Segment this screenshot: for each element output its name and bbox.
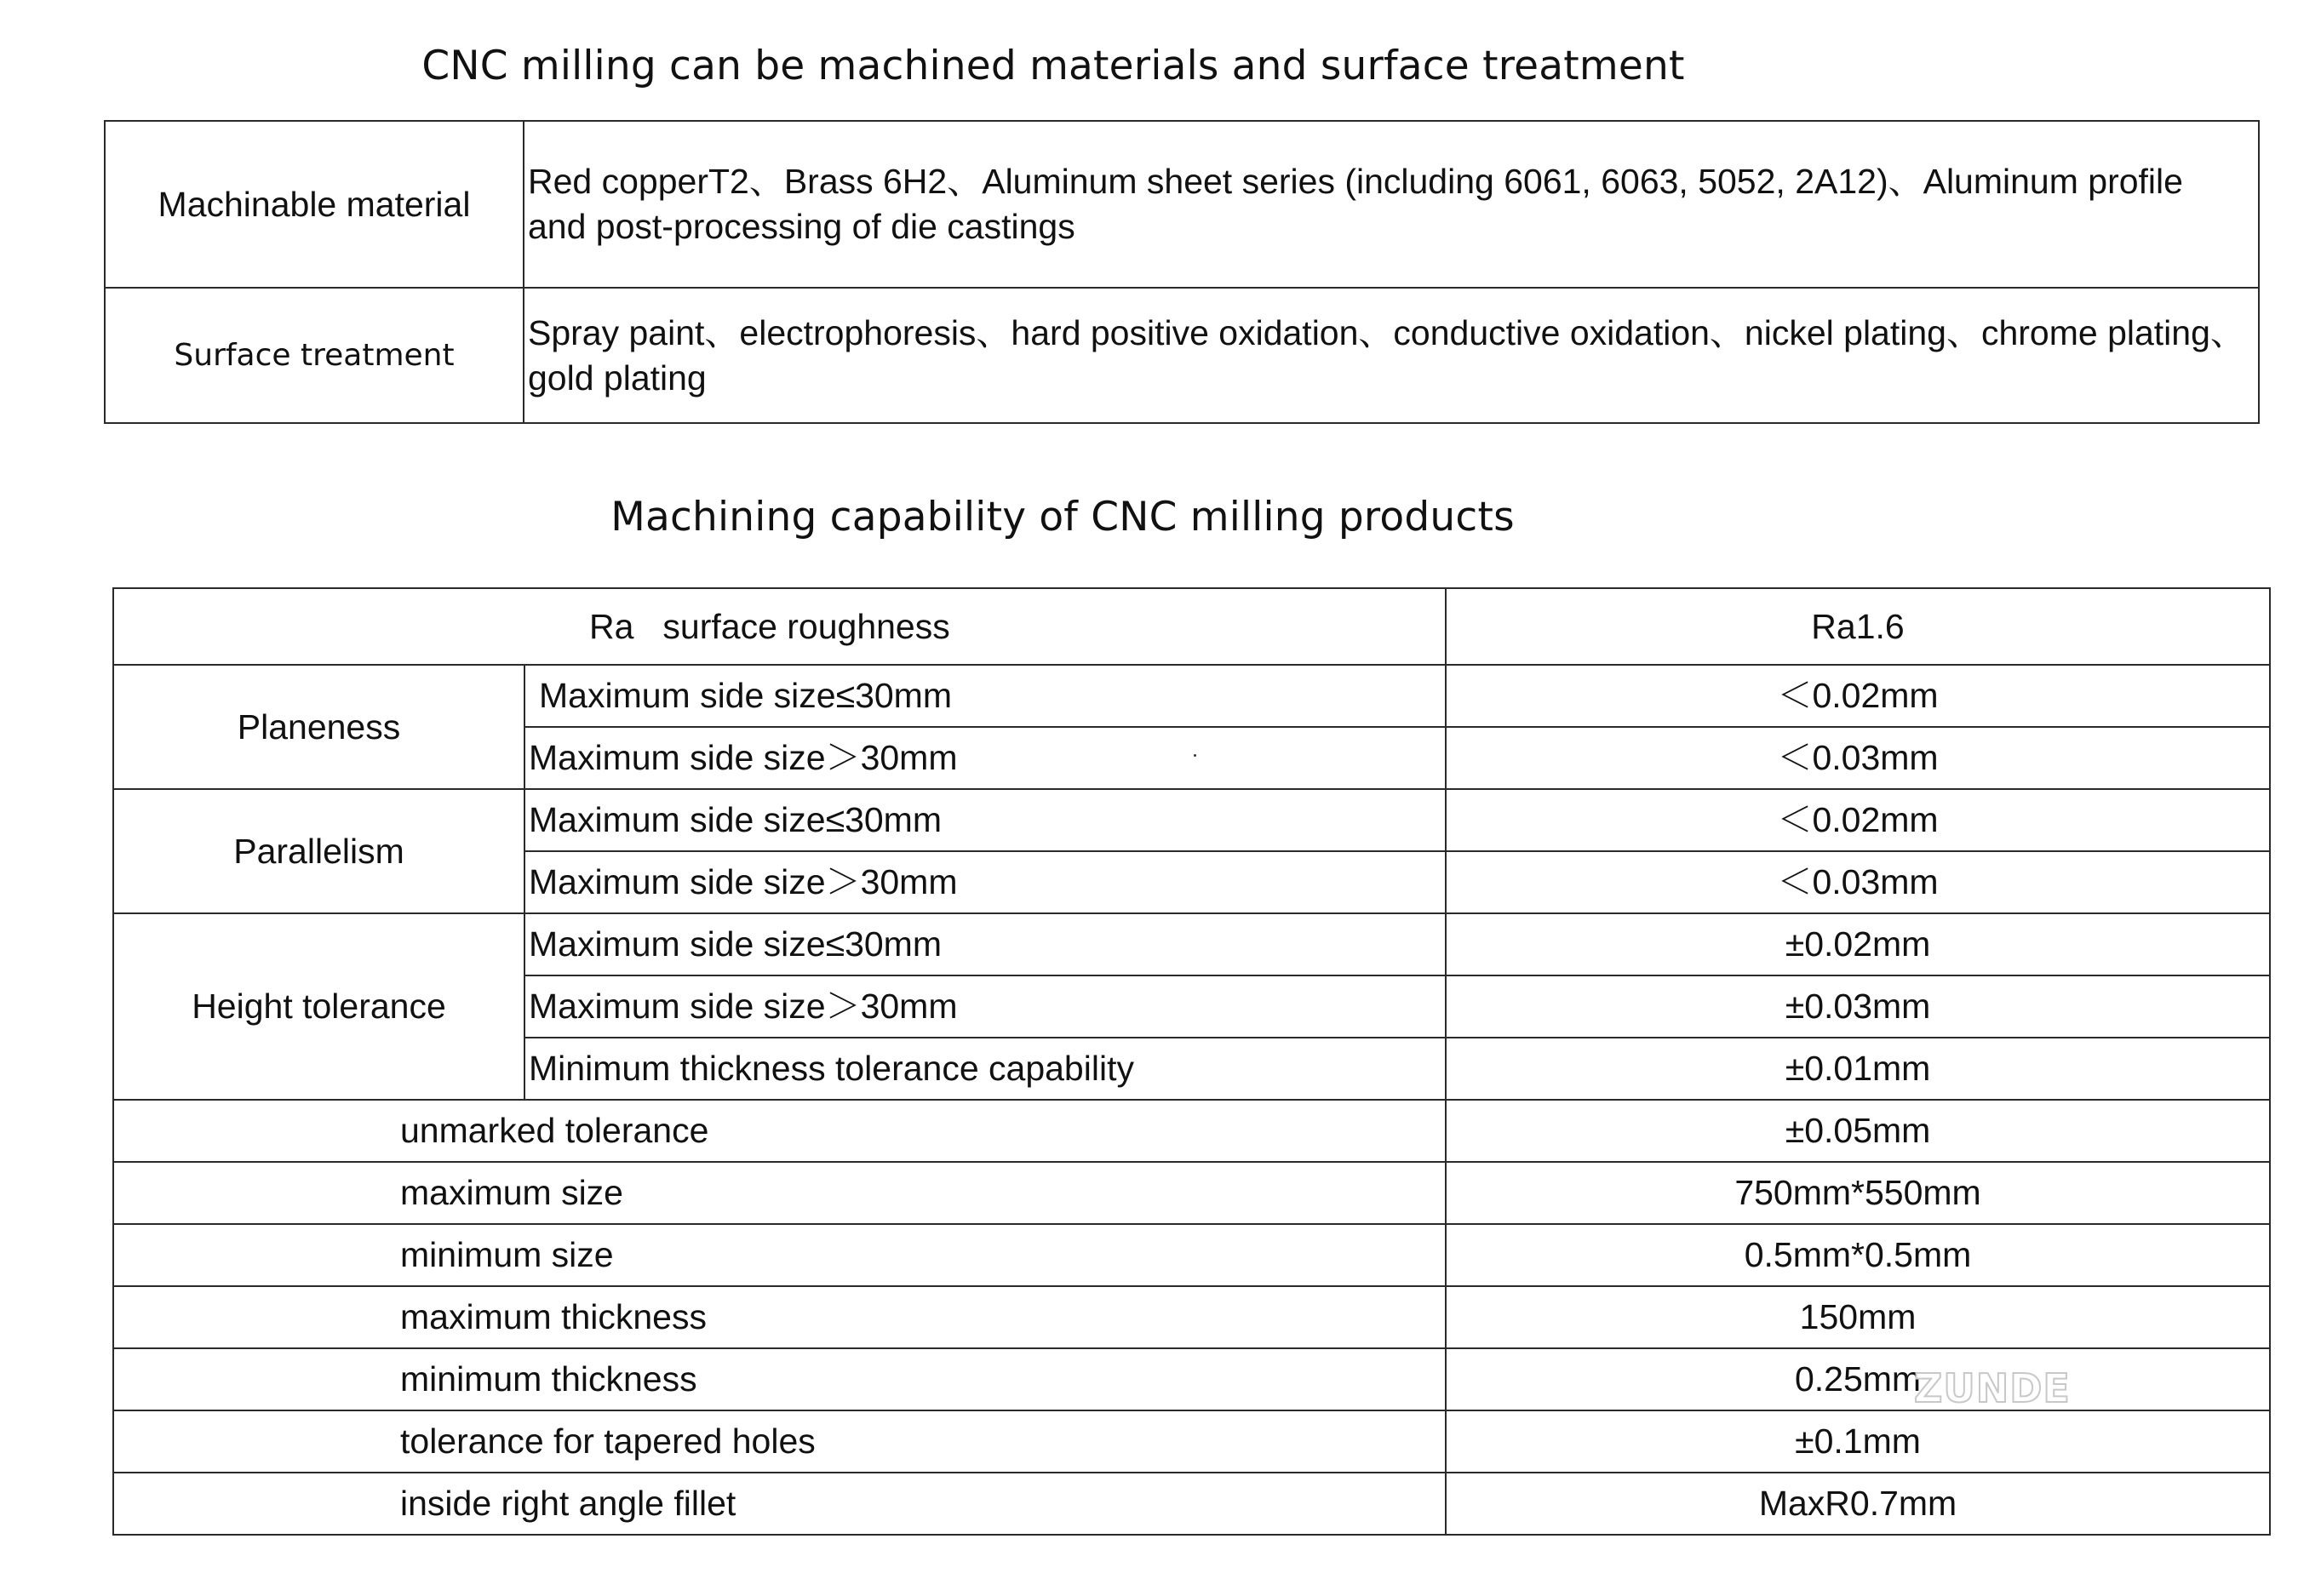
table-row: [113, 1286, 2270, 1348]
surface-roughness-text: surface roughness: [662, 606, 950, 646]
table-row: [113, 1100, 2270, 1162]
spec-label: minimum size: [113, 1224, 1446, 1286]
value-cell: ＜0.02mm: [1446, 789, 2270, 851]
spec-label: unmarked tolerance: [113, 1100, 1446, 1162]
table-row: [113, 1224, 2270, 1286]
table-row: [113, 665, 2270, 727]
materials-table: [104, 120, 2260, 424]
table-row: [105, 288, 2259, 423]
machinable-material-label: Machinable material: [105, 121, 524, 288]
value-cell: ＜0.03mm: [1446, 727, 2270, 789]
condition-cell: Maximum side size＞30mm: [524, 727, 1446, 789]
condition-cell: Maximum side size≤30mm: [524, 665, 1446, 727]
table-row: [113, 1162, 2270, 1224]
value-cell: ±0.03mm: [1446, 975, 2270, 1038]
table-row: [113, 1410, 2270, 1473]
table-row: [113, 789, 2270, 851]
table-row: [105, 121, 2259, 288]
stray-dot: [1194, 754, 1196, 757]
value-cell: ＜0.03mm: [1446, 851, 2270, 913]
spec-value: ±0.1mm: [1446, 1410, 2270, 1473]
surface-treatment-value: Spray paint、electrophoresis、hard positive oxidation、conductive oxidation、nickel plating、chrome plating、gold plating: [524, 288, 2259, 423]
surface-treatment-label: Surface treatment: [105, 288, 524, 423]
parallelism-label: Parallelism: [113, 789, 524, 913]
spec-label: tolerance for tapered holes: [113, 1410, 1446, 1473]
spec-value: MaxR0.7mm: [1446, 1473, 2270, 1535]
value-cell: ±0.02mm: [1446, 913, 2270, 975]
surface-roughness-label: [113, 588, 1446, 665]
spec-value: 150mm: [1446, 1286, 2270, 1348]
capability-title: Machining capability of CNC milling products: [610, 494, 1515, 541]
spec-value: 750mm*550mm: [1446, 1162, 2270, 1224]
table-row: [113, 1348, 2270, 1410]
ra-prefix: Ra: [589, 606, 634, 646]
spec-label: inside right angle fillet: [113, 1473, 1446, 1535]
planeness-label: Planeness: [113, 665, 524, 789]
condition-cell: Minimum thickness tolerance capability: [524, 1038, 1446, 1100]
machinable-material-value: Red copperT2、Brass 6H2、Aluminum sheet series (including 6061, 6063, 5052, 2A12)、Aluminum profile and post-processing of die castings: [524, 121, 2259, 288]
condition-cell: Maximum side size≤30mm: [524, 789, 1446, 851]
materials-title: CNC milling can be machined materials and surface treatment: [421, 43, 1685, 89]
spec-label: maximum size: [113, 1162, 1446, 1224]
table-row: [113, 1473, 2270, 1535]
condition-cell: Maximum side size≤30mm: [524, 913, 1446, 975]
zunde-watermark: ZUNDE: [1914, 1365, 2071, 1411]
spec-value: ±0.05mm: [1446, 1100, 2270, 1162]
surface-roughness-value: Ra1.6: [1446, 588, 2270, 665]
value-cell: ＜0.02mm: [1446, 665, 2270, 727]
condition-cell: Maximum side size＞30mm: [524, 975, 1446, 1038]
table-row: [113, 588, 2270, 665]
spec-value: 0.25mm: [1446, 1348, 2270, 1410]
capability-table: [112, 587, 2271, 1536]
value-cell: ±0.01mm: [1446, 1038, 2270, 1100]
condition-cell: Maximum side size＞30mm: [524, 851, 1446, 913]
table-row: [113, 913, 2270, 975]
spec-label: maximum thickness: [113, 1286, 1446, 1348]
height-tolerance-label: Height tolerance: [113, 913, 524, 1100]
spec-value: 0.5mm*0.5mm: [1446, 1224, 2270, 1286]
spec-label: minimum thickness: [113, 1348, 1446, 1410]
